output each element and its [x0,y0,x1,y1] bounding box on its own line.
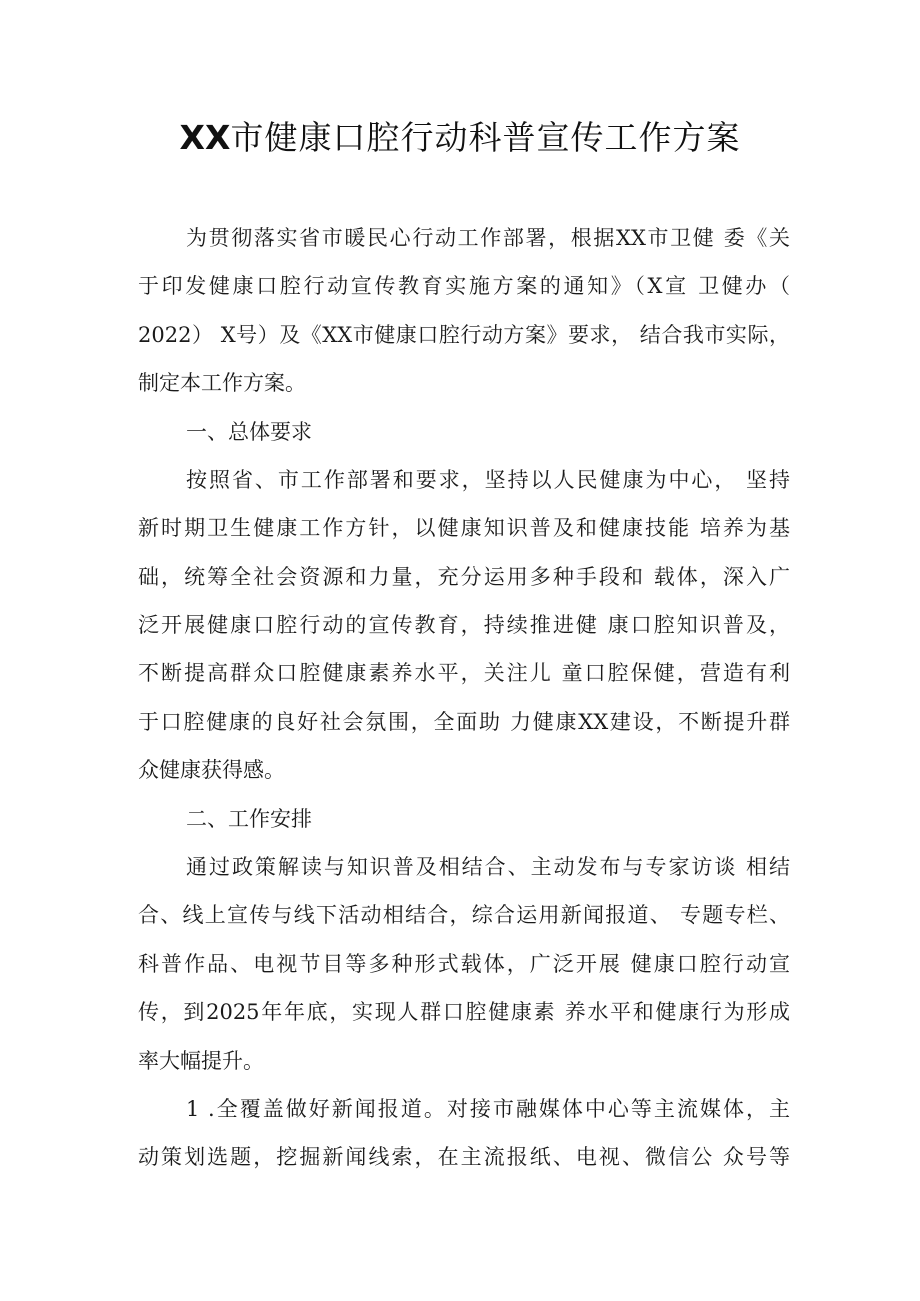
paragraph-line: 按照省、市工作部署和要求，坚持以人民健康为中心， 坚持 [186,468,790,492]
paragraph-line: 为贯彻落实省市暖民心行动工作部署，根据XX市卫健 委《关 [186,226,790,250]
paragraph-line: 2022） X号）及《XX市健康口腔行动方案》要求， 结合我市实际， [138,323,790,347]
paragraph-line: 动策划选题，挖掘新闻线索，在主流报纸、电视、微信公 众号等 [138,1145,790,1169]
paragraph-line: 科普作品、电视节目等多种形式载体，广泛开展 健康口腔行动宣 [138,952,790,976]
paragraph-line: 础，统筹全社会资源和力量，充分运用多种手段和 载体，深入广 [138,565,790,589]
section-heading: 二、工作安排 [186,807,312,831]
paragraph-line: 泛开展健康口腔行动的宣传教育，持续推进健 康口腔知识普及， [138,613,790,637]
paragraph-line: 于口腔健康的良好社会氛围，全面助 力健康XX建设，不断提升群 [138,710,790,734]
paragraph-line: 新时期卫生健康工作方针，以健康知识普及和健康技能 培养为基 [138,516,790,540]
paragraph-line: 于印发健康口腔行动宣传教育实施方案的通知》（X宣 卫健办（ [138,274,790,298]
title-prefix: XX [179,118,231,157]
paragraph-line: 通过政策解读与知识普及相结合、主动发布与专家访谈 相结 [186,855,790,879]
section-heading: 一、总体要求 [186,420,312,444]
title-text: 市健康口腔行动科普宣传工作方案 [230,118,741,157]
paragraph-line: 率大幅提升。 [138,1049,264,1073]
paragraph-line: 众健康获得感。 [138,758,285,782]
paragraph-line: 制定本工作方案。 [138,371,306,395]
paragraph-line: 1 .全覆盖做好新闻报道。对接市融媒体中心等主流媒体，主 [186,1097,790,1121]
paragraph-line: 不断提高群众口腔健康素养水平，关注儿 童口腔保健，营造有利 [138,661,790,685]
document-title [0,112,920,159]
paragraph-line: 合、线上宣传与线下活动相结合，综合运用新闻报道、 专题专栏、 [138,903,790,927]
paragraph-line: 传，到2025年年底，实现人群口腔健康素 养水平和健康行为形成 [138,1000,790,1024]
